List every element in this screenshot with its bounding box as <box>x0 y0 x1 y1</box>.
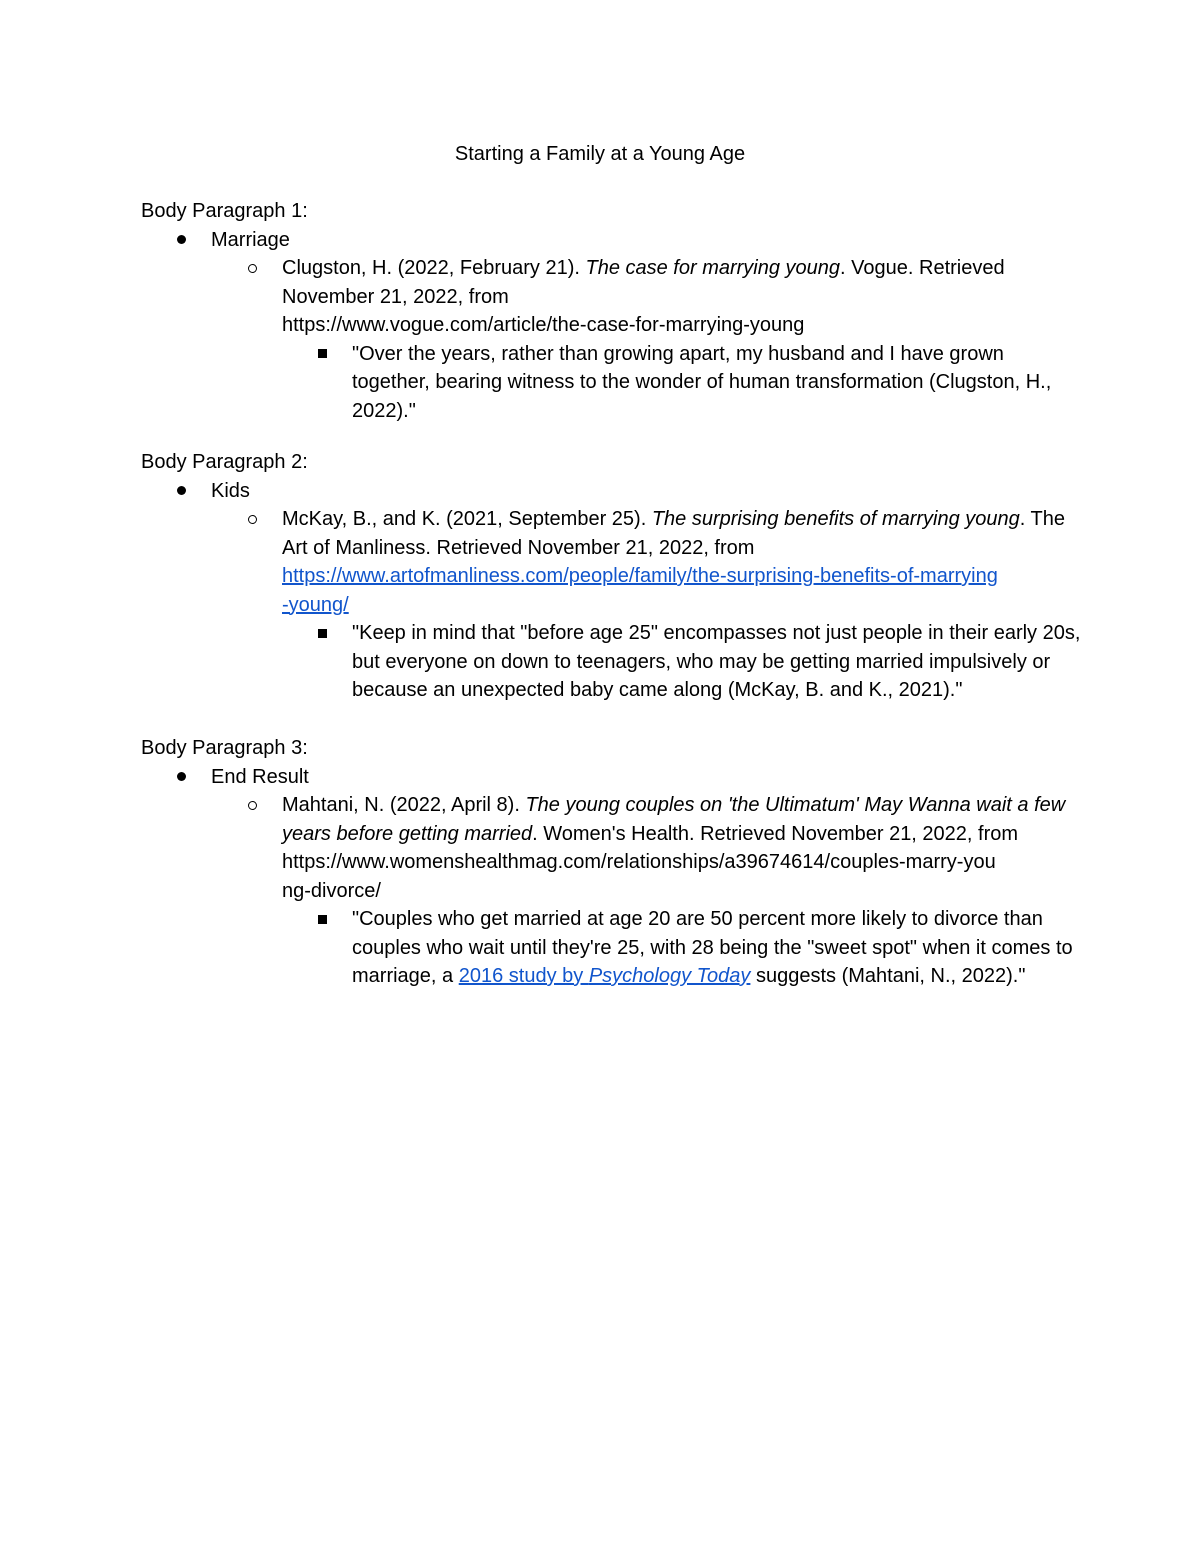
citation-work-title: The case for marrying young <box>585 257 841 279</box>
body-paragraph-3 <box>141 734 1081 991</box>
section-heading: Body Paragraph 3: <box>141 737 308 759</box>
citation-url: https://www.vogue.com/article/the-case-for-marrying-young <box>282 314 805 336</box>
disc-bullet-icon <box>177 763 186 792</box>
citation-item <box>141 791 1081 905</box>
topic-label: Marriage <box>211 228 290 251</box>
quote-text: "Couples who get married at age 20 are 50 percent more likely to divorce than couples who wait until they're 25, with 28 being the "sweet spot" when it comes to marriage, a 2016 study by Psychology Today suggests (Mahtani, N., 2022)." <box>352 908 1073 987</box>
citation-link[interactable]: https://www.artofmanliness.com/people/family/the-surprising-benefits-of-marrying -young/ <box>282 565 998 616</box>
citation-text: Mahtani, N. (2022, April 8). The young couples on 'the Ultimatum' May Wanna wait a few years before getting married. Women's Health. Retrieved November 21, 2022, from https://www.womenshealthmag.com/relationships/a39674614/couples-marry-you ng-divorce/ <box>282 791 1081 905</box>
topic-item <box>141 763 1081 792</box>
quote-item <box>141 340 1081 426</box>
quote-item <box>141 905 1081 991</box>
square-bullet-icon <box>318 340 327 369</box>
body-paragraph-1 <box>141 197 1081 425</box>
document-title: Starting a Family at a Young Age <box>454 143 746 165</box>
circle-bullet-icon <box>248 791 257 820</box>
square-bullet-icon <box>318 619 327 648</box>
circle-bullet-icon <box>248 505 257 534</box>
topic-label: Kids <box>211 479 250 502</box>
citation-work-title: The surprising benefits of marrying young <box>651 508 1020 530</box>
quote-text: "Keep in mind that "before age 25" encompasses not just people in their early 20s, but everyone on down to teenagers, who may be getting married impulsively or because an unexpected baby came along (McKay, B. and K., 2021)." <box>352 622 1081 701</box>
citation-text: McKay, B., and K. (2021, September 25). The surprising benefits of marrying young. The Art of Manliness. Retrieved November 21, 2022, from https://www.artofmanliness.com/people/family/the-surprising-benefits-of-marrying -young/ <box>282 505 1081 619</box>
topic-item <box>141 226 1081 255</box>
disc-bullet-icon <box>177 477 186 506</box>
citation-item <box>141 505 1081 619</box>
quote-item <box>141 619 1081 705</box>
section-heading: Body Paragraph 2: <box>141 451 308 473</box>
citation-url: https://www.womenshealthmag.com/relationships/a39674614/couples-marry-you ng-divorce/ <box>282 851 996 902</box>
topic-item <box>141 477 1081 506</box>
citation-item <box>141 254 1081 340</box>
citation-work-title: The young couples on 'the Ultimatum' May Wanna wait a few years before getting married <box>282 794 1066 845</box>
quote-text: "Over the years, rather than growing apart, my husband and I have grown together, bearing witness to the wonder of human transformation (Clugston, H., 2022)." <box>352 342 1052 422</box>
topic-label: End Result <box>211 765 309 788</box>
disc-bullet-icon <box>177 226 186 255</box>
body-paragraph-2 <box>141 448 1081 705</box>
citation-text: Clugston, H. (2022, February 21). The case for marrying young. Vogue. Retrieved November 21, 2022, from https://www.vogue.com/article/the-case-for-marrying-young <box>282 254 1081 340</box>
circle-bullet-icon <box>248 254 257 283</box>
square-bullet-icon <box>318 905 327 934</box>
section-heading: Body Paragraph 1: <box>141 200 308 222</box>
study-link[interactable]: 2016 study by Psychology Today <box>458 965 751 987</box>
